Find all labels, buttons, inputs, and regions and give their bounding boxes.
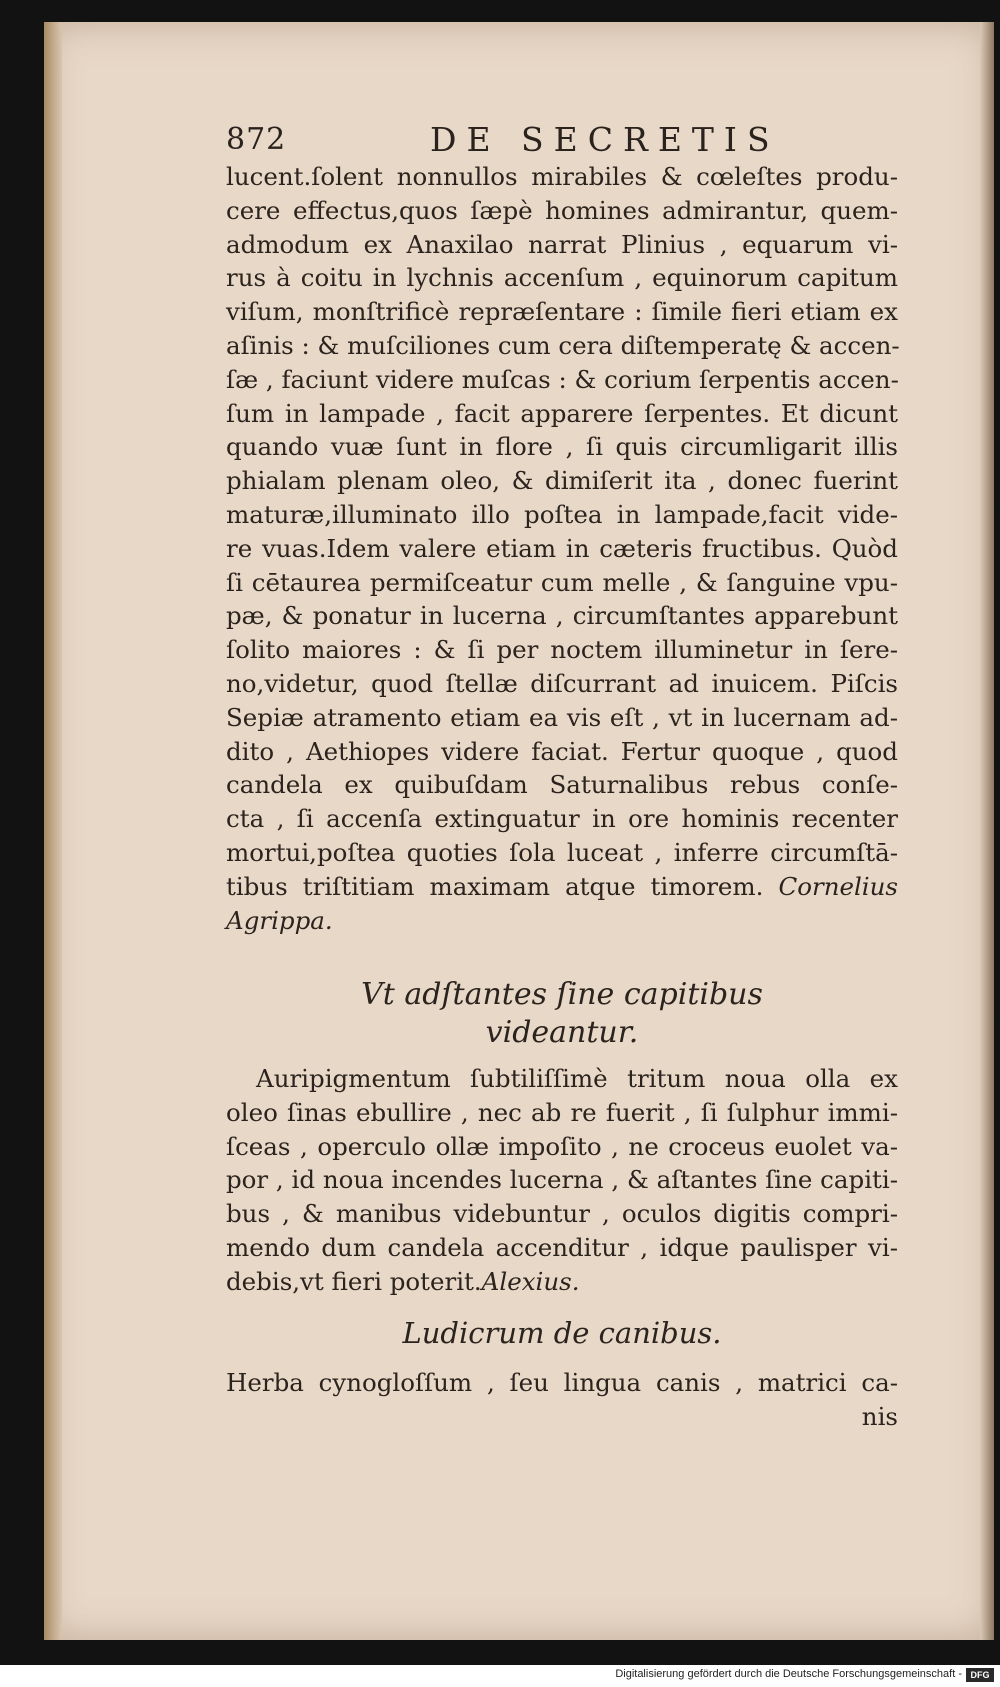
text-line: phialam plenam oleo, & dimiſerit ita , donec fuerint bbox=[226, 466, 898, 496]
page-number: 872 bbox=[226, 122, 287, 157]
heading-line: Vt adſtantes ſine capitibus bbox=[361, 977, 763, 1012]
page-edge-right bbox=[980, 22, 994, 1640]
text-line: bus , & manibus videbuntur , oculos digitis compri- bbox=[226, 1199, 898, 1229]
text-line: ſi cētaurea permiſceatur cum melle , & ſanguine vpu- bbox=[226, 567, 898, 597]
text-line: cere effectus,quos ſæpè homines admirantur, quem- bbox=[226, 195, 898, 225]
paragraph-3 bbox=[226, 1366, 898, 1434]
text-line: re vuas.Idem valere etiam in cæteris fructibus. Quòd bbox=[226, 533, 898, 563]
text-line: mortui,poſtea quoties ſola luceat , inferre circumſtā- bbox=[226, 837, 898, 867]
page-edge-left bbox=[44, 22, 62, 1640]
text-line: ſolito maiores : & ſi per noctem illuminetur in ſere- bbox=[226, 635, 898, 665]
text-line: pæ, & ponatur in lucerna , circumſtantes apparebunt bbox=[226, 601, 898, 631]
dfg-logo: DFG bbox=[966, 1668, 994, 1682]
text-line: por , id noua incendes lucerna , & aſtantes ſine capiti- bbox=[226, 1165, 898, 1195]
text-line: ſæ , faciunt videre muſcas : & corium ſerpentis accen- bbox=[226, 364, 899, 394]
text-line: admodum ex Anaxilao narrat Plinius , equarum vi- bbox=[226, 229, 898, 259]
text-line: no,videtur, quod ſtellæ diſcurrant ad inuicem. Piſcis bbox=[226, 668, 898, 698]
paragraph-1 bbox=[226, 160, 898, 937]
text-line: rus à coitu in lychnis accenſum , equinorum capitum bbox=[226, 263, 898, 293]
text-line: Auripigmentum ſubtiliſſimè tritum noua olla ex bbox=[256, 1064, 898, 1093]
text-line: aſinis : & muſciliones cum cera diſtemperatę & accen- bbox=[226, 330, 900, 360]
citation-author-continued: Agrippa. bbox=[226, 905, 333, 935]
citation-author: Alexius. bbox=[481, 1266, 580, 1296]
text-line: cta , ſi accenſa extinguatur in ore hominis recenter bbox=[226, 804, 898, 834]
footer-bar bbox=[0, 1665, 1000, 1687]
text-line: oleo ſinas ebullire , nec ab re fuerit , ſi ſulphur immi- bbox=[226, 1097, 898, 1127]
text-line: candela ex quibuſdam Saturnalibus rebus conſe- bbox=[226, 770, 898, 800]
paragraph-2 bbox=[226, 1062, 898, 1299]
section-heading-1 bbox=[226, 976, 898, 1052]
text-line: viſum, monſtrificè repræſentare : ſimile fieri etiam ex bbox=[226, 297, 898, 327]
text-line: mendo dum candela accenditur , idque paulisper vi- bbox=[226, 1232, 898, 1262]
text-line: maturæ,illuminato illo poſtea in lampade,facit vide- bbox=[226, 499, 898, 529]
text-line: quando vuæ ſunt in flore , ſi quis circumligarit illis bbox=[226, 432, 898, 462]
text-line: ſum in lampade , facit apparere ſerpentes. Et dicunt bbox=[226, 398, 898, 428]
section-heading-2: Ludicrum de canibus. bbox=[402, 1316, 722, 1350]
catchword: nis bbox=[861, 1401, 898, 1431]
text-fragment: debis,vt fieri poterit. bbox=[226, 1266, 482, 1296]
text-line: dito , Aethiopes videre faciat. Fertur quoque , quod bbox=[226, 736, 898, 766]
citation-author: Cornelius bbox=[778, 871, 898, 901]
running-head: DE SECRETIS bbox=[430, 120, 780, 159]
text-line-with-citation bbox=[226, 870, 898, 904]
text-fragment: tibus triſtitiam maximam atque timorem. bbox=[226, 871, 764, 901]
text-line-with-citation bbox=[226, 1265, 898, 1299]
text-line: ſceas , operculo ollæ impoſito , ne croceus euolet va- bbox=[226, 1131, 898, 1161]
text-line: Sepiæ atramento etiam ea vis eſt , vt in lucernam ad- bbox=[226, 702, 898, 732]
heading-line: videantur. bbox=[485, 1015, 639, 1050]
text-line: Herba cynogloſſum , ſeu lingua canis , matrici ca- bbox=[226, 1368, 898, 1397]
funding-notice: Digitalisierung gefördert durch die Deutsche Forschungsgemeinschaft - bbox=[615, 1668, 962, 1680]
text-line: lucent.ſolent nonnullos mirabiles & cœleſtes produ- bbox=[226, 162, 898, 191]
